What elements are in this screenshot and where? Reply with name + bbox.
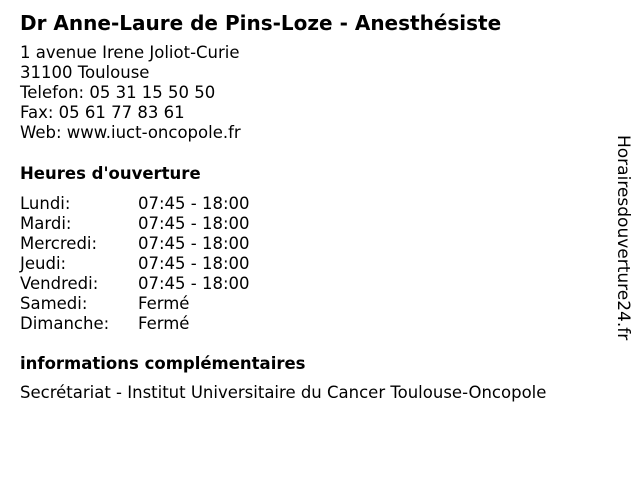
day-hours: 07:45 - 18:00 (138, 214, 250, 233)
hours-row-friday (20, 274, 340, 294)
hours-row-sunday (20, 314, 340, 334)
day-label: Mercredi: (20, 234, 98, 253)
additional-info-heading: informations complémentaires (20, 354, 306, 373)
hours-row-wednesday (20, 234, 340, 254)
watermark-text: Horairesdouverture24.fr (613, 135, 633, 341)
page-title: Dr Anne-Laure de Pins-Loze - Anesthésiste (20, 11, 502, 35)
phone-number: Telefon: 05 31 15 50 50 (20, 83, 216, 102)
day-hours: 07:45 - 18:00 (138, 254, 250, 273)
day-label: Vendredi: (20, 274, 99, 293)
address-block (20, 43, 241, 143)
address-street: 1 avenue Irene Joliot-Curie (20, 43, 240, 62)
day-hours: Fermé (138, 314, 190, 333)
hours-heading: Heures d'ouverture (20, 164, 201, 183)
day-label: Lundi: (20, 194, 71, 213)
additional-info-text: Secrétariat - Institut Universitaire du Cancer Toulouse-Oncopole (20, 383, 547, 402)
day-hours: 07:45 - 18:00 (138, 194, 250, 213)
address-city: 31100 Toulouse (20, 63, 150, 82)
day-label: Mardi: (20, 214, 72, 233)
hours-row-thursday (20, 254, 340, 274)
hours-row-tuesday (20, 214, 340, 234)
day-hours: 07:45 - 18:00 (138, 234, 250, 253)
day-hours: Fermé (138, 294, 190, 313)
hours-row-saturday (20, 294, 340, 314)
opening-hours-table (20, 194, 340, 334)
site-watermark (612, 135, 634, 375)
hours-row-monday (20, 194, 340, 214)
website: Web: www.iuct-oncopole.fr (20, 123, 241, 142)
day-label: Jeudi: (20, 254, 67, 273)
day-label: Samedi: (20, 294, 88, 313)
day-hours: 07:45 - 18:00 (138, 274, 250, 293)
day-label: Dimanche: (20, 314, 110, 333)
fax-number: Fax: 05 61 77 83 61 (20, 103, 185, 122)
